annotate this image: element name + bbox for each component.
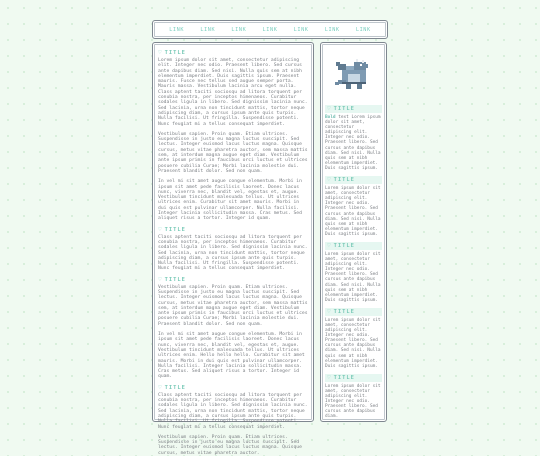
nav-link-4[interactable]: LINK	[262, 26, 278, 33]
nav-link-1[interactable]: LINK	[169, 26, 185, 33]
nav-link-7[interactable]: LINK	[355, 26, 371, 33]
sidebar-paragraph: Lorem ipsum dolor sit amet, consectetur adipiscing elit. Integer nec odio. Praesent libero. Sed cursus ante dapibus diam. Sed nisi. Nulla quis sem at nibh elementum imperdiet. Duis sagittis ipsum.	[325, 186, 381, 237]
top-navigation	[152, 20, 388, 39]
sidebar-title-text: TITLE	[333, 177, 355, 184]
main-content-panel	[152, 42, 314, 456]
body-paragraph: Class aptent taciti sociosqu ad litora torquent per conubia nostra, per inceptos himenaeos. Curabitur sodales ligula in libero. Sed dignissim lacinia nunc. Sed lacinia, urna non tincidunt mattis, tortor neque adipiscing diam, a cursus ipsum ante quis turpis. Nulla facilisi. Ut fringilla. Suspendisse potenti. Nunc feugiat mi a tellus consequat imperdiet.	[158, 392, 308, 430]
body-paragraph: In vel mi sit amet augue congue elementum. Morbi in ipsum sit amet pede facilisis laoreet. Donec lacus nunc, viverra nec, blandit vel, egestas et, augue. Vestibulum tincidunt malesuada tellus. Ut ultrices ultrices enim. Hello hello hello. Curabitur sit amet mauris. Morbi in dui quis est pulvinar ullamcorper. Nulla facilisi. Integer lacinia sollicitudin massa. Cras metus. Sed aliquet risus a tortor. Integer id quam.	[158, 332, 305, 380]
sidebar-paragraph: Lorem ipsum dolor sit amet, consectetur adipiscing elit. Integer nec odio. Praesent libero. Sed cursus ante dapibus diam. Sed nisi. Nulla quis sem at nibh elementum imperdiet. Duis sagittis ipsum.	[325, 251, 381, 303]
sidebar-title-text: TITLE	[333, 242, 355, 249]
body-paragraph: Class aptent taciti sociosqu ad litora torquent per conubia nostra, per inceptos himenaeos. Curabitur sodales ligula in libero. Sed dignissim lacinia nunc. Sed lacinia, urna non tincidunt mattis, tortor neque adipiscing diam, a cursus ipsum ante quis turpis. Nulla facilisi. Ut fringilla. Suspendisse potenti. Nunc feugiat mi a tellus consequat imperdiet.	[158, 234, 308, 272]
heart-icon: ♡	[158, 275, 162, 283]
pixel-dragon-avatar	[332, 54, 376, 98]
section-title-text: TITLE	[164, 384, 186, 391]
section-title-3	[158, 277, 308, 283]
heart-icon: ♡	[327, 176, 331, 184]
sidebar-title-text: TITLE	[333, 308, 355, 315]
sidebar-title-5	[325, 374, 382, 382]
heart-icon: ♡	[327, 307, 331, 315]
nav-link-6[interactable]: LINK	[324, 26, 340, 33]
sidebar-title-text: TITLE	[333, 374, 355, 381]
avatar	[331, 53, 377, 99]
nav-link-2[interactable]: LINK	[200, 26, 216, 33]
section-title-text: TITLE	[164, 276, 186, 283]
body-paragraph: Vestibulum sapien. Proin quam. Etiam ultrices. Suspendisse in justo eu magna luctus suscipit. Sed lectus. Integer euismod lacus luctus magna. Quisque cursus, metus vitae pharetra auctor, sem massa mattis sem, at interdum magna augue eget diam. Vestibulum ante ipsum primis in faucibus orci luctus et ultrices posuere cubilia Curae; Morbi lacinia molestie dui. Praesent blandit dolor. Sed non quam.	[158, 284, 308, 327]
heart-icon: ♡	[327, 373, 331, 381]
heart-icon: ♡	[327, 105, 331, 112]
sidebar-title-3	[325, 242, 382, 250]
body-paragraph: Lorem ipsum dolor sit amet, consectetur adipiscing elit. Integer nec odio. Praesent libero. Sed cursus ante dapibus diam. Sed nisi. Nulla quis sem at nibh elementum imperdiet. Duis sagittis ipsum. Praesent mauris. Fusce nec tellus sed augue semper porta. Mauris massa. Vestibulum lacinia arcu eget nulla. Class aptent taciti sociosqu ad litora torquent per conubia nostra, per inceptos himenaeos. Curabitur sodales ligula in libero. Sed dignissim lacinia nunc. Sed lacinia, urna non tincidunt mattis, tortor neque adipiscing diam, a cursus ipsum ante quis turpis. Nulla facilisi. Ut fringilla. Suspendisse potenti. Nunc feugiat mi a tellus consequat imperdiet.	[158, 58, 308, 127]
body-paragraph: Vestibulum sapien. Proin quam. Etiam ultrices. Suspendisse in justo eu magna luctus suscipit. Sed lectus. Integer euismod lacus luctus magna. Quisque cursus, metus vitae pharetra auctor.	[158, 434, 302, 456]
sidebar-panel	[320, 42, 387, 422]
body-paragraph: Vestibulum sapien. Proin quam. Etiam ultrices. Suspendisse in justo eu magna luctus suscipit. Sed lectus. Integer euismod lacus luctus magna. Quisque cursus, metus vitae pharetra auctor, sem massa mattis sem, at interdum magna augue eget diam. Vestibulum ante ipsum primis in faucibus orci luctus et ultrices posuere cubilia Curae; Morbi lacinia molestie dui. Praesent blandit dolor. Sed non quam.	[158, 131, 308, 174]
section-title-text: TITLE	[164, 50, 186, 56]
sidebar-title-2	[325, 176, 382, 184]
heart-icon: ♡	[158, 383, 162, 391]
sidebar-title-1	[325, 105, 382, 113]
heart-icon: ♡	[158, 49, 162, 56]
body-paragraph: In vel mi sit amet augue congue elementum. Morbi in ipsum sit amet pede facilisis laoreet. Donec lacus nunc, viverra nec, blandit vel, egestas et, augue. Vestibulum tincidunt malesuada tellus. Ut ultrices ultrices enim. Curabitur sit amet mauris. Morbi in dui quis est pulvinar ullamcorper. Nulla facilisi. Integer lacinia sollicitudin massa. Cras metus. Sed aliquet risus a tortor. Integer id quam.	[158, 179, 302, 222]
nav-link-5[interactable]: LINK	[293, 26, 309, 33]
sidebar-paragraph: Lorem ipsum dolor sit amet, consectetur adipiscing elit. Integer nec odio. Praesent libero. Sed cursus ante dapibus diam.	[325, 383, 381, 420]
section-title-1	[158, 50, 308, 56]
sidebar-title-text: TITLE	[333, 106, 355, 112]
sidebar-paragraph: Lorem ipsum dolor sit amet, consectetur adipiscing elit. Integer nec odio. Praesent libero. Sed cursus ante dapibus diam. Sed nisi. Nulla quis sem at nibh elementum imperdiet. Duis sagittis ipsum.	[325, 317, 381, 369]
heart-icon: ♡	[327, 241, 331, 249]
bold-text: Bold	[325, 115, 336, 120]
section-title-2	[158, 227, 308, 233]
nav-link-3[interactable]: LINK	[231, 26, 247, 33]
section-title-text: TITLE	[164, 226, 186, 233]
sidebar-paragraph: Bold text Lorem ipsum dolor sit amet, consectetur adipiscing elit. Integer nec odio. Praesent libero. Sed cursus ante dapibus diam. Sed nisi. Nulla quis sem at nibh elementum imperdiet. Duis sagittis ipsum.	[325, 115, 381, 171]
sidebar-title-4	[325, 308, 382, 316]
heart-icon: ♡	[158, 225, 162, 233]
section-title-4	[158, 385, 308, 391]
